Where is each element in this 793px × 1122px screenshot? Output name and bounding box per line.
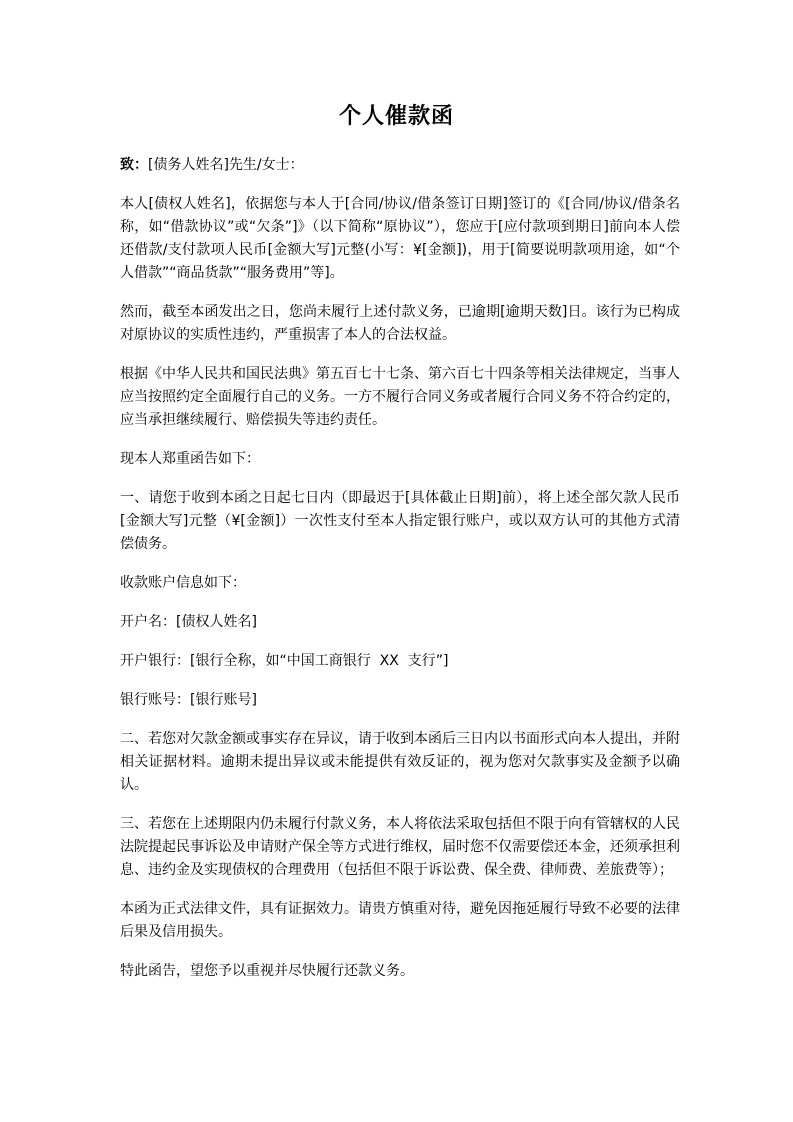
- paragraph-legal-effect: 本函为正式法律文件，具有证据效力。请贵方慎重对待，避免因拖延履行导致不必要的法律后果及信用损失。: [120, 901, 680, 940]
- paragraph-closing: 特此函告，望您予以重视并尽快履行还款义务。: [120, 963, 414, 979]
- salutation-label: 致：: [120, 157, 148, 173]
- paragraph-overdue: 然而，截至本函发出之日，您尚未履行上述付款义务，已逾期[逾期天数]日。该行为已构成对原协议的实质性违约，严重损害了本人的合法权益。: [120, 304, 680, 343]
- paragraph-demand-one: 一、请您于收到本函之日起七日内（即最迟于[具体截止日期]前），将上述全部欠款人民币[金额大写]元整（¥[金额]）一次性支付至本人指定银行账户，或以双方认可的其他方式清偿债务。: [120, 490, 680, 552]
- paragraph-account-heading: 收款账户信息如下：: [120, 575, 246, 591]
- account-number-line: 银行账号：[银行账号]: [120, 692, 257, 708]
- paragraph-demand-three: 三、若您在上述期限内仍未履行付款义务，本人将依法采取包括但不限于向有管辖权的人民法院提起民事诉讼及申请财产保全等方式进行维权，届时您不仅需要偿还本金，还须承担利息、违约金及实现债权的合理费用（包括但不限于诉讼费、保全费、律师费、差旅费等）；: [120, 816, 680, 878]
- paragraph-demand-two: 二、若您对欠款金额或事实存在异议，请于收到本函后三日内以书面形式向本人提出，并附相关证据材料。逾期未提出异议或未能提供有效反证的，视为您对欠款事实及金额予以确认。: [120, 731, 680, 793]
- paragraph-intro: 本人[债权人姓名]，依据您与本人于[合同/协议/借条签订日期]签订的《[合同/协议/借条名称，如“借款协议”或“欠条”]》（以下简称“原协议”），您应于[应付款项到期日]前向本人偿还借款/支付款项人民币[金额大写]元整(小写：¥[金额])，用于[简要说明款项用途，如“个人借款”“商品货款”“服务费用”等]。: [120, 196, 680, 281]
- paragraph-legal-basis: 根据《中华人民共和国民法典》第五百七十七条、第六百七十四条等相关法律规定，当事人应当按照约定全面履行自己的义务。一方不履行合同义务或者履行合同义务不符合约定的，应当承担继续履行、赔偿损失等违约责任。: [120, 366, 680, 428]
- salutation: [120, 154, 680, 177]
- document-title: 个人催款函: [338, 103, 454, 129]
- salutation-recipient: [债务人姓名]先生/女士：: [148, 157, 304, 173]
- account-holder-line: 开户名：[债权人姓名]: [120, 614, 257, 630]
- document-body: [120, 154, 680, 999]
- account-bank-line: 开户银行：[银行全称，如“中国工商银行 XX 支行”]: [120, 653, 449, 669]
- paragraph-notice-heading: 现本人郑重函告如下：: [120, 451, 260, 467]
